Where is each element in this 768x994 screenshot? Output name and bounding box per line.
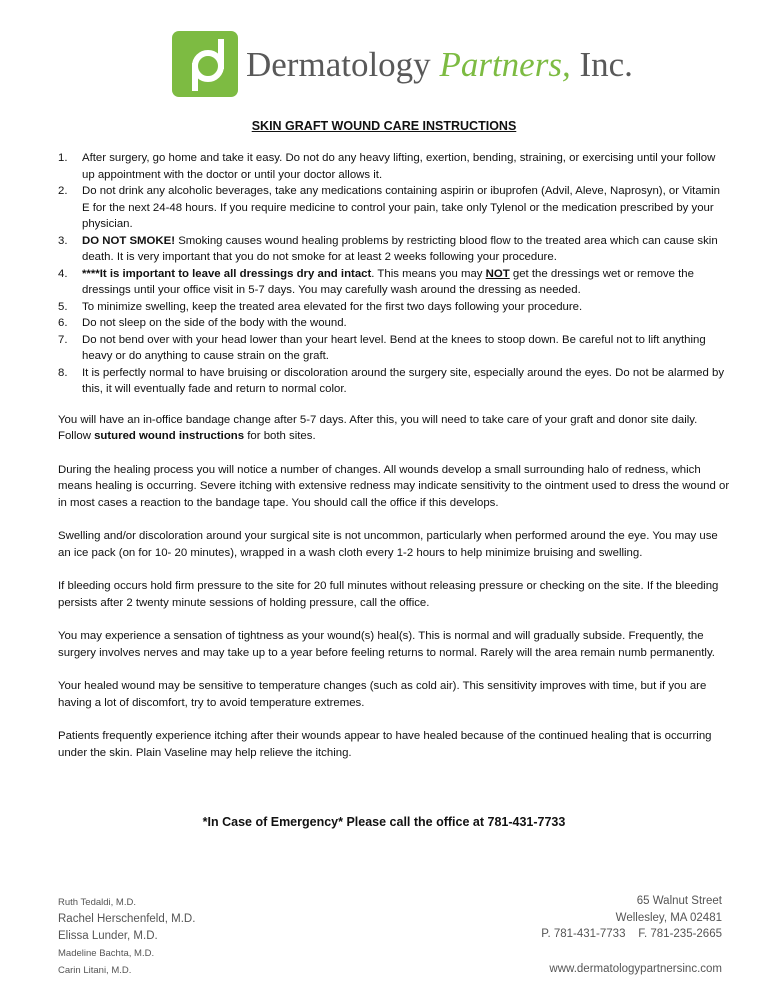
address-street: 65 Walnut Street (636, 895, 722, 907)
instruction-number: 3. (58, 234, 68, 247)
logo-word-inc: Inc. (579, 44, 633, 84)
doctor-name: Ruth Tedaldi, M.D. (58, 897, 136, 908)
instruction-item (58, 315, 730, 332)
instruction-number: 8. (58, 366, 68, 379)
logo-mark-icon (172, 31, 238, 97)
instruction-number: 4. (58, 267, 68, 280)
swelling-paragraph: Swelling and/or discoloration around your surgical site is not uncommon, particularly when performed around the eye. You may use an ice pack (on for 10- 20 minutes), wrapped in a wash cloth every 1-2 hours to help minimize bruising and swelling. (58, 530, 718, 559)
emergency-notice: *In Case of Emergency* Please call the office at 781-431-7733 (202, 815, 566, 829)
instruction-item (58, 365, 730, 398)
instruction-item (58, 266, 730, 299)
logo-word-partners: Partners, (439, 44, 571, 84)
tightness-paragraph: You may experience a sensation of tightness as your wound(s) heal(s). This is normal and will gradually subside. Frequently, the surgery involves nerves and may take up to a year before feeling returns to normal. Rarely will the area remain numb permanently. (58, 630, 715, 659)
address-city: Wellesley, MA 02481 (615, 911, 722, 924)
office-address (541, 893, 722, 977)
itching-paragraph: Patients frequently experience itching after their wounds appear to have healed because of the continued healing that is occurring under the skin. Plain Vaseline may help relieve the itching. (58, 730, 712, 759)
instruction-number: 2. (58, 185, 68, 197)
instruction-text: To minimize swelling, keep the treated area elevated for the first two days following your procedure. (82, 300, 583, 313)
instruction-text: Smoking causes wound healing problems by restricting blood flow to the treated area which can cause skin death. It is very important that you do not smoke for at least 2 weeks following your procedure. (82, 234, 718, 263)
temperature-paragraph: Your healed wound may be sensitive to temperature changes (such as cold air). This sensitivity improves with time, but if you are having a lot of discomfort, try to avoid temperature extremes. (58, 680, 707, 709)
instruction-text: It is perfectly normal to have bruising or discoloration around the surgery site, especially around the eyes. Do not be alarmed by this, it will eventually fade and return to normal color. (82, 366, 725, 395)
page-title: SKIN GRAFT WOUND CARE INSTRUCTIONS (251, 119, 517, 133)
instruction-emphasis: NOT (485, 267, 510, 280)
healing-paragraph: During the healing process you will notice a number of changes. All wounds develop a small surrounding halo of redness, which means healing is occurring. Severe itching with extensive redness may indicate sensitivity to the ointment used to dress the wound or in most cases a reaction to the bandage tape. You should call the office if this develops. (58, 463, 730, 509)
instructions-list (58, 150, 730, 398)
instruction-number: 7. (58, 333, 68, 346)
instruction-item (58, 299, 730, 316)
bleeding-paragraph: If bleeding occurs hold firm pressure to the site for 20 full minutes without releasing pressure or checking on the site. If the bleeding persists after 2 twenty minute sessions of holding pressure, call the office. (58, 580, 719, 609)
instruction-text: After surgery, go home and take it easy. Do not do any heavy lifting, exertion, bending, straining, or exercising until your follow up appointment with the doctor or until your doctor allows it. (82, 152, 716, 181)
bandage-paragraph (58, 412, 730, 445)
phone-fax: P. 781-431-7733 F. 781-235-2665 (541, 928, 722, 940)
logo-wordmark (246, 44, 633, 84)
instruction-item (58, 332, 730, 365)
document-body (58, 150, 730, 761)
instruction-text: Do not sleep on the side of the body with the wound. (82, 317, 347, 329)
bandage-bold-text: sutured wound instructions (94, 430, 245, 442)
instruction-item (58, 150, 730, 183)
doctor-name: Rachel Herschenfeld, M.D. (58, 913, 196, 925)
instruction-item (58, 233, 730, 266)
instruction-number: 5. (58, 300, 68, 313)
doctors-list (58, 894, 195, 979)
instruction-number: 6. (58, 317, 68, 329)
bandage-text-end: for both sites. (244, 430, 316, 442)
instruction-text-continued: get the dressings wet or remove the dressings until your office visit in 5-7 days. You may carefully wash around the dressing as needed. (82, 267, 694, 296)
instruction-text: Do not drink any alcoholic beverages, take any medications containing aspirin or ibuprofen (Advil, Aleve, Naprosyn), or Vitamin E for the next 24-48 hours. If you require medicine to control your pain, take only Tylenol or the medication prescribed by your physician. (82, 185, 721, 230)
bandage-text: You will have an in-office bandage change after 5-7 days. After this, you will need to take care of your graft and donor site daily. Follow (58, 413, 698, 442)
instruction-bold-text: ****It is important to leave all dressings dry and intact (82, 267, 372, 280)
website-link[interactable]: www.dermatologypartnersinc.com (549, 962, 722, 975)
doctor-name: Carin Litani, M.D. (58, 965, 132, 976)
instruction-item (58, 183, 730, 233)
instruction-text: . This means you may (371, 267, 486, 280)
doctor-name: Elissa Lunder, M.D. (58, 930, 158, 942)
instruction-bold-text: DO NOT SMOKE! (82, 234, 176, 247)
company-logo (172, 31, 633, 97)
instruction-text: Do not bend over with your head lower than your heart level. Bend at the knees to stoop down. Be careful not to lift anything heavy or do anything to cause strain on the graft. (82, 333, 706, 362)
logo-word-dermatology: Dermatology (246, 44, 431, 84)
instruction-number: 1. (58, 152, 68, 164)
doctor-name: Madeline Bachta, M.D. (58, 948, 155, 959)
